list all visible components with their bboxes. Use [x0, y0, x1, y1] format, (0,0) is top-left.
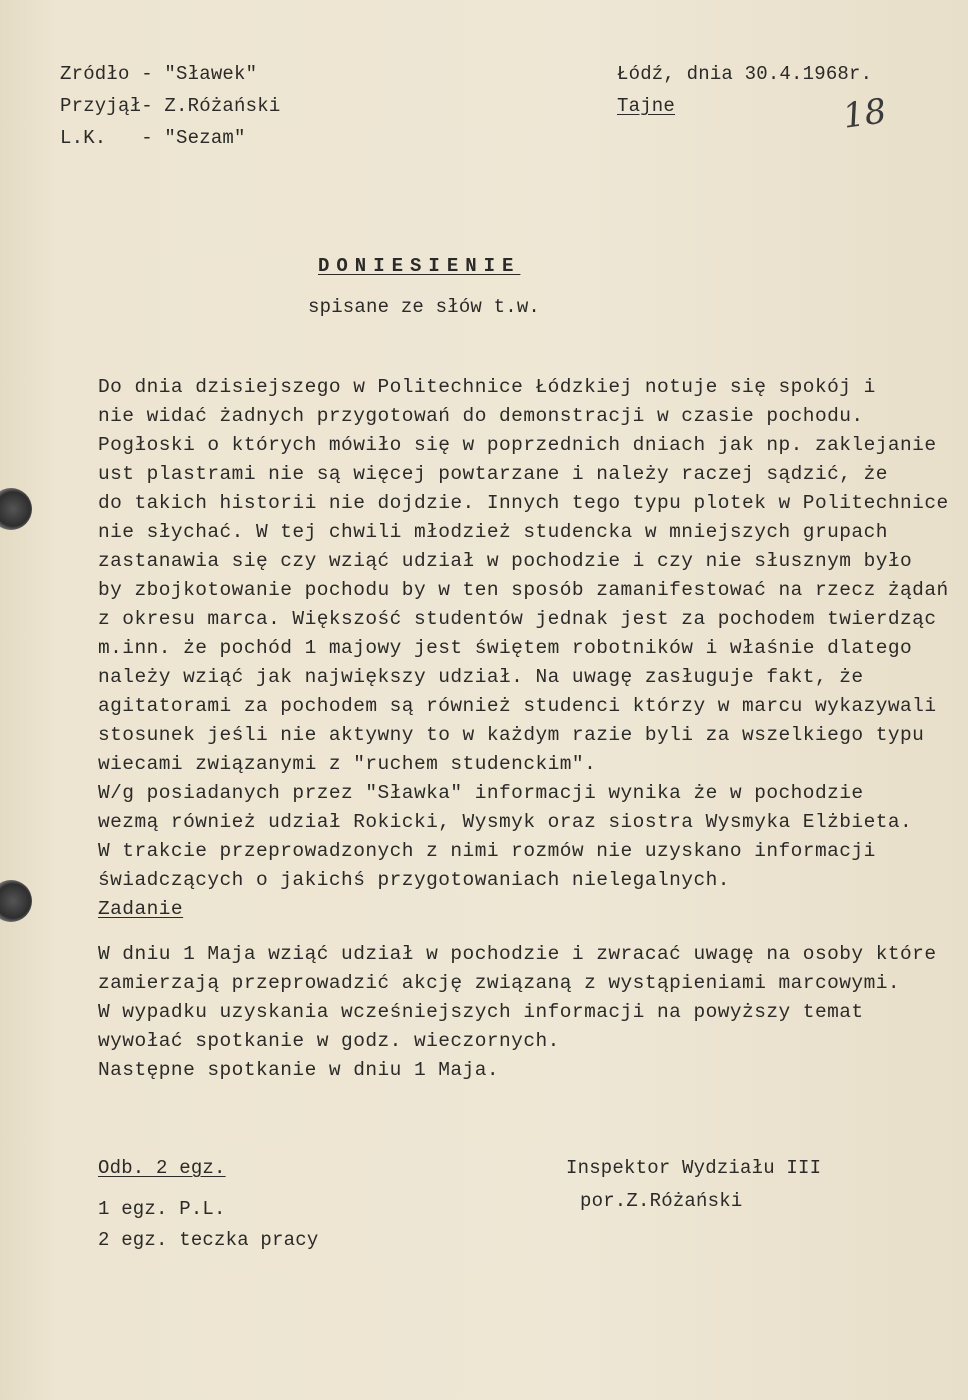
body-line: Do dnia dzisiejszego w Politechnice Łódzkiej notuje się spokój i: [98, 376, 876, 398]
body-line: do takich historii nie dojdzie. Innych tego typu plotek w Politechnice: [98, 492, 949, 514]
signature-title: Inspektor Wydziału III: [566, 1157, 822, 1179]
punch-hole: [0, 488, 32, 530]
classification: Tajne: [617, 95, 676, 117]
body-line: W/g posiadanych przez "Sławka" informacji wynika że w pochodzie: [98, 782, 864, 804]
body-line: W trakcie przeprowadzonych z nimi rozmów nie uzyskano informacji: [98, 840, 876, 862]
task-line: W dniu 1 Maja wziąć udział w pochodzie i zwracać uwagę na osoby które: [98, 943, 937, 965]
body-line: świadczących o jakichś przygotowaniach nielegalnych.: [98, 869, 730, 891]
body-line: by zbojkotowanie pochodu by w ten sposób zamanifestować na rzecz żądań: [98, 579, 949, 601]
lk-line: L.K. - "Sezam": [60, 127, 246, 149]
body-line: ust plastrami nie są więcej powtarzane i należy raczej sądzić, że: [98, 463, 888, 485]
body-line: wiecami związanymi z "ruchem studenckim".: [98, 753, 597, 775]
body-line: stosunek jeśli nie aktywny to w każdym razie byli za wszelkiego typu: [98, 724, 925, 746]
body-line: nie słychać. W tej chwili młodzież studencka w mniejszych grupach: [98, 521, 888, 543]
document-title: DONIESIENIE: [318, 255, 521, 277]
punch-hole: [0, 880, 32, 922]
body-line: zastanawia się czy wziąć udział w pochodzie i czy nie słusznym było: [98, 550, 913, 572]
task-line: zamierzają przeprowadzić akcję związaną z wystąpieniami marcowymi.: [98, 972, 901, 994]
task-line: wywołać spotkanie w godz. wieczornych.: [98, 1030, 560, 1052]
task-line: W wypadku uzyskania wcześniejszych informacji na powyższy temat: [98, 1001, 864, 1023]
document-subtitle: spisane ze słów t.w.: [308, 296, 541, 318]
task-line: Następne spotkanie w dniu 1 Maja.: [98, 1059, 500, 1081]
body-line: Pogłoski o których mówiło się w poprzednich dniach jak np. zaklejanie: [98, 434, 937, 456]
signature-name: por.Z.Różański: [580, 1190, 743, 1212]
received-by-line: Przyjął- Z.Różański: [60, 95, 281, 117]
copy-line: 2 egz. teczka pracy: [98, 1229, 319, 1251]
copies-heading: Odb. 2 egz.: [98, 1157, 226, 1179]
body-line: nie widać żadnych przygotowań do demonstracji w czasie pochodu.: [98, 405, 864, 427]
place-date: Łódź, dnia 30.4.1968r.: [617, 63, 873, 85]
body-line: z okresu marca. Większość studentów jednak jest za pochodem twierdząc: [98, 608, 937, 630]
body-line: wezmą również udział Rokicki, Wysmyk oraz siostra Wysmyka Elżbieta.: [98, 811, 913, 833]
task-heading: Zadanie: [98, 898, 184, 920]
copy-line: 1 egz. P.L.: [98, 1198, 226, 1220]
handwritten-page-number: 18: [840, 91, 889, 137]
source-line: Zródło - "Sławek": [60, 63, 258, 85]
body-line: należy wziąć jak największy udział. Na uwagę zasługuje fakt, że: [98, 666, 864, 688]
body-line: agitatorami za pochodem są również studenci którzy w marcu wykazywali: [98, 695, 937, 717]
body-line: m.inn. że pochód 1 majowy jest świętem robotników i właśnie dlatego: [98, 637, 925, 659]
